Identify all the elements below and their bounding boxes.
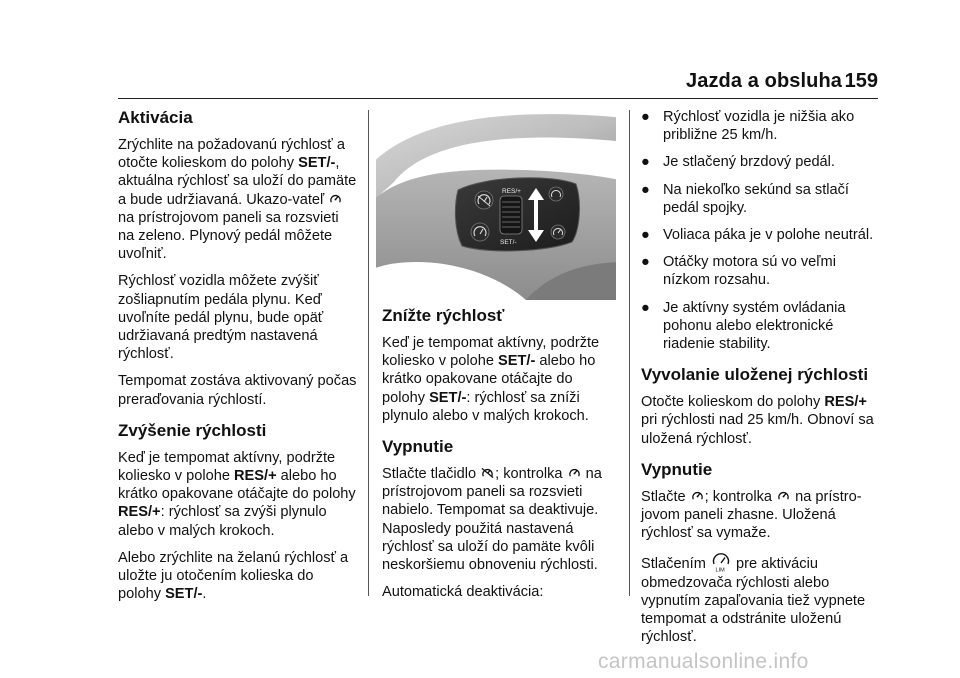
- res-label: RES/+: [118, 504, 161, 521]
- list-item-text: Voliaca páka je v polohe neutrál.: [663, 227, 874, 244]
- column-divider-2: [629, 110, 630, 596]
- cruise-control-icon: [568, 466, 581, 480]
- set-label: SET/-: [165, 586, 203, 603]
- list-item: [641, 226, 881, 244]
- watermark: carmanualsonline.info: [598, 650, 809, 673]
- paragraph-decrease: [382, 334, 618, 425]
- heading-deactivation: Vypnutie: [382, 437, 454, 457]
- section-title: Jazda a obsluha: [686, 70, 842, 92]
- list-item: [641, 299, 881, 354]
- heading-increase-speed: Zvýšenie rýchlosti: [118, 420, 267, 440]
- list-item: [641, 253, 881, 289]
- set-label: SET/-: [498, 353, 536, 370]
- bullet: ●: [641, 109, 650, 125]
- paragraph-increase: [118, 449, 358, 540]
- text: , aktuálna rýchlosť sa uloží do pamäte a bude udržiavaná. Ukazo-vateľ: [118, 155, 357, 208]
- paragraph-activation: [118, 136, 358, 263]
- header-divider: [118, 98, 878, 99]
- page-header: [0, 0, 960, 110]
- list-item-text: Je stlačený brzdový pedál.: [663, 154, 835, 171]
- list-item-text: Otáčky motora sú vo veľmi nízkom rozsahu.: [663, 254, 836, 289]
- cruise-control-icon: [691, 489, 704, 503]
- text: Stlačte: [641, 488, 690, 505]
- bullet: ●: [641, 227, 650, 244]
- deactivation-conditions-list: [641, 108, 881, 353]
- text: alebo ho krátko opakovane otáčajte do polohy: [118, 468, 356, 503]
- paragraph-set-speed: [118, 549, 358, 604]
- paragraph-switch-off: [641, 488, 881, 543]
- text: : rýchlosť sa zvýši plynulo alebo v malých krokoch.: [118, 504, 327, 539]
- page-number: 159: [844, 70, 878, 92]
- list-item: [641, 153, 881, 171]
- heading-activation: Aktivácia: [118, 108, 193, 127]
- set-label: SET/-: [429, 389, 467, 406]
- lim-label: LIM: [715, 567, 725, 574]
- heading-decrease-speed: Znížte rýchlosť: [382, 306, 505, 325]
- res-label: RES/+: [824, 394, 867, 411]
- paragraph-speed-limiter: [641, 551, 881, 646]
- text: .: [202, 586, 207, 603]
- text: Stlačením: [641, 556, 710, 573]
- heading-switch-off: Vypnutie: [641, 459, 713, 479]
- text: ; kontrolka: [495, 466, 567, 483]
- text: pre aktiváciu obmedzovača rýchlosti alebo vypnutím zapaľovania tiež vypnete tempomat a odstránite uloženú rýchlosť.: [641, 556, 866, 646]
- bullet: ●: [641, 154, 650, 171]
- text: na prístrojovom paneli sa rozsvieti nabielo. Tempomat sa deaktivuje. Naposledy použitá nastavená rýchlosť sa uloží do pamäte kvôli neskoršiemu obnoveniu rýchlosti.: [382, 466, 602, 574]
- figure-spacer: [382, 108, 618, 306]
- res-plus-label: RES/+: [502, 188, 521, 195]
- bullet: ●: [641, 254, 650, 271]
- cruise-control-icon: [777, 489, 790, 503]
- list-item-text: Na niekoľko sekúnd sa stlačí pedál spojky.: [663, 181, 849, 216]
- paragraph-recall: [641, 393, 881, 448]
- text: : rýchlosť sa zníži plynulo alebo v malých krokoch.: [382, 389, 589, 424]
- text: Alebo zrýchlite na želanú rýchlosť a uložte ju otočením kolieska do polohy: [118, 549, 349, 603]
- text: na prístro-jovom paneli zhasne. Uložená rýchlosť sa vymaže.: [641, 488, 862, 542]
- paragraph-gearshift: Tempomat zostáva aktivovaný počas preraďovania rýchlostí.: [118, 373, 357, 408]
- paragraph-accelerate: Rýchlosť vozidla môžete zvýšiť zošliapnutím pedála plynu. Keď uvoľníte pedál plynu, bude opäť udržiavaná predtým nastavená rýchlosť.: [118, 273, 324, 363]
- text: Stlačte tlačidlo: [382, 466, 481, 483]
- text: Zrýchlite na požadovanú rýchlosť a otočte kolieskom do polohy: [118, 137, 345, 172]
- bullet: ●: [641, 181, 650, 198]
- set-label: SET/-: [298, 155, 336, 172]
- column-middle: [382, 108, 618, 610]
- heading-recall-speed: Vyvolanie uloženej rýchlosti: [641, 365, 869, 385]
- list-item: [641, 181, 881, 217]
- column-left: [118, 108, 358, 612]
- list-item: [641, 108, 881, 144]
- text: pri rýchlosti nad 25 km/h. Obnoví sa uložená rýchlosť.: [641, 412, 874, 447]
- paragraph-auto-deactivation: Automatická deaktivácia:: [382, 584, 544, 601]
- set-minus-label: SET/-: [500, 239, 517, 246]
- cruise-control-icon: [329, 192, 342, 206]
- cruise-control-off-icon: [481, 466, 494, 480]
- column-divider-1: [368, 110, 369, 596]
- res-label: RES/+: [234, 468, 277, 485]
- speed-limiter-icon: [711, 551, 731, 573]
- text: Otočte kolieskom do polohy: [641, 394, 825, 411]
- list-item-text: Je aktívny systém ovládania pohonu alebo elektronické riadenie stability.: [663, 299, 846, 353]
- bullet: ●: [641, 299, 650, 316]
- text: Keď je tempomat aktívny, podržte koliesko v polohe: [382, 335, 600, 370]
- text: ; kontrolka: [704, 488, 777, 505]
- text: na prístrojovom paneli sa rozsvieti na zeleno. Plynový pedál môžete uvoľniť.: [118, 209, 339, 263]
- column-right: [641, 108, 881, 655]
- list-item-text: Rýchlosť vozidla je nižšia ako približne 25 km/h.: [663, 109, 855, 144]
- paragraph-deactivation: [382, 465, 618, 574]
- text: Keď je tempomat aktívny, podržte koliesko v polohe: [118, 449, 336, 485]
- text: alebo ho krátko opakovane otáčajte do polohy: [382, 353, 596, 406]
